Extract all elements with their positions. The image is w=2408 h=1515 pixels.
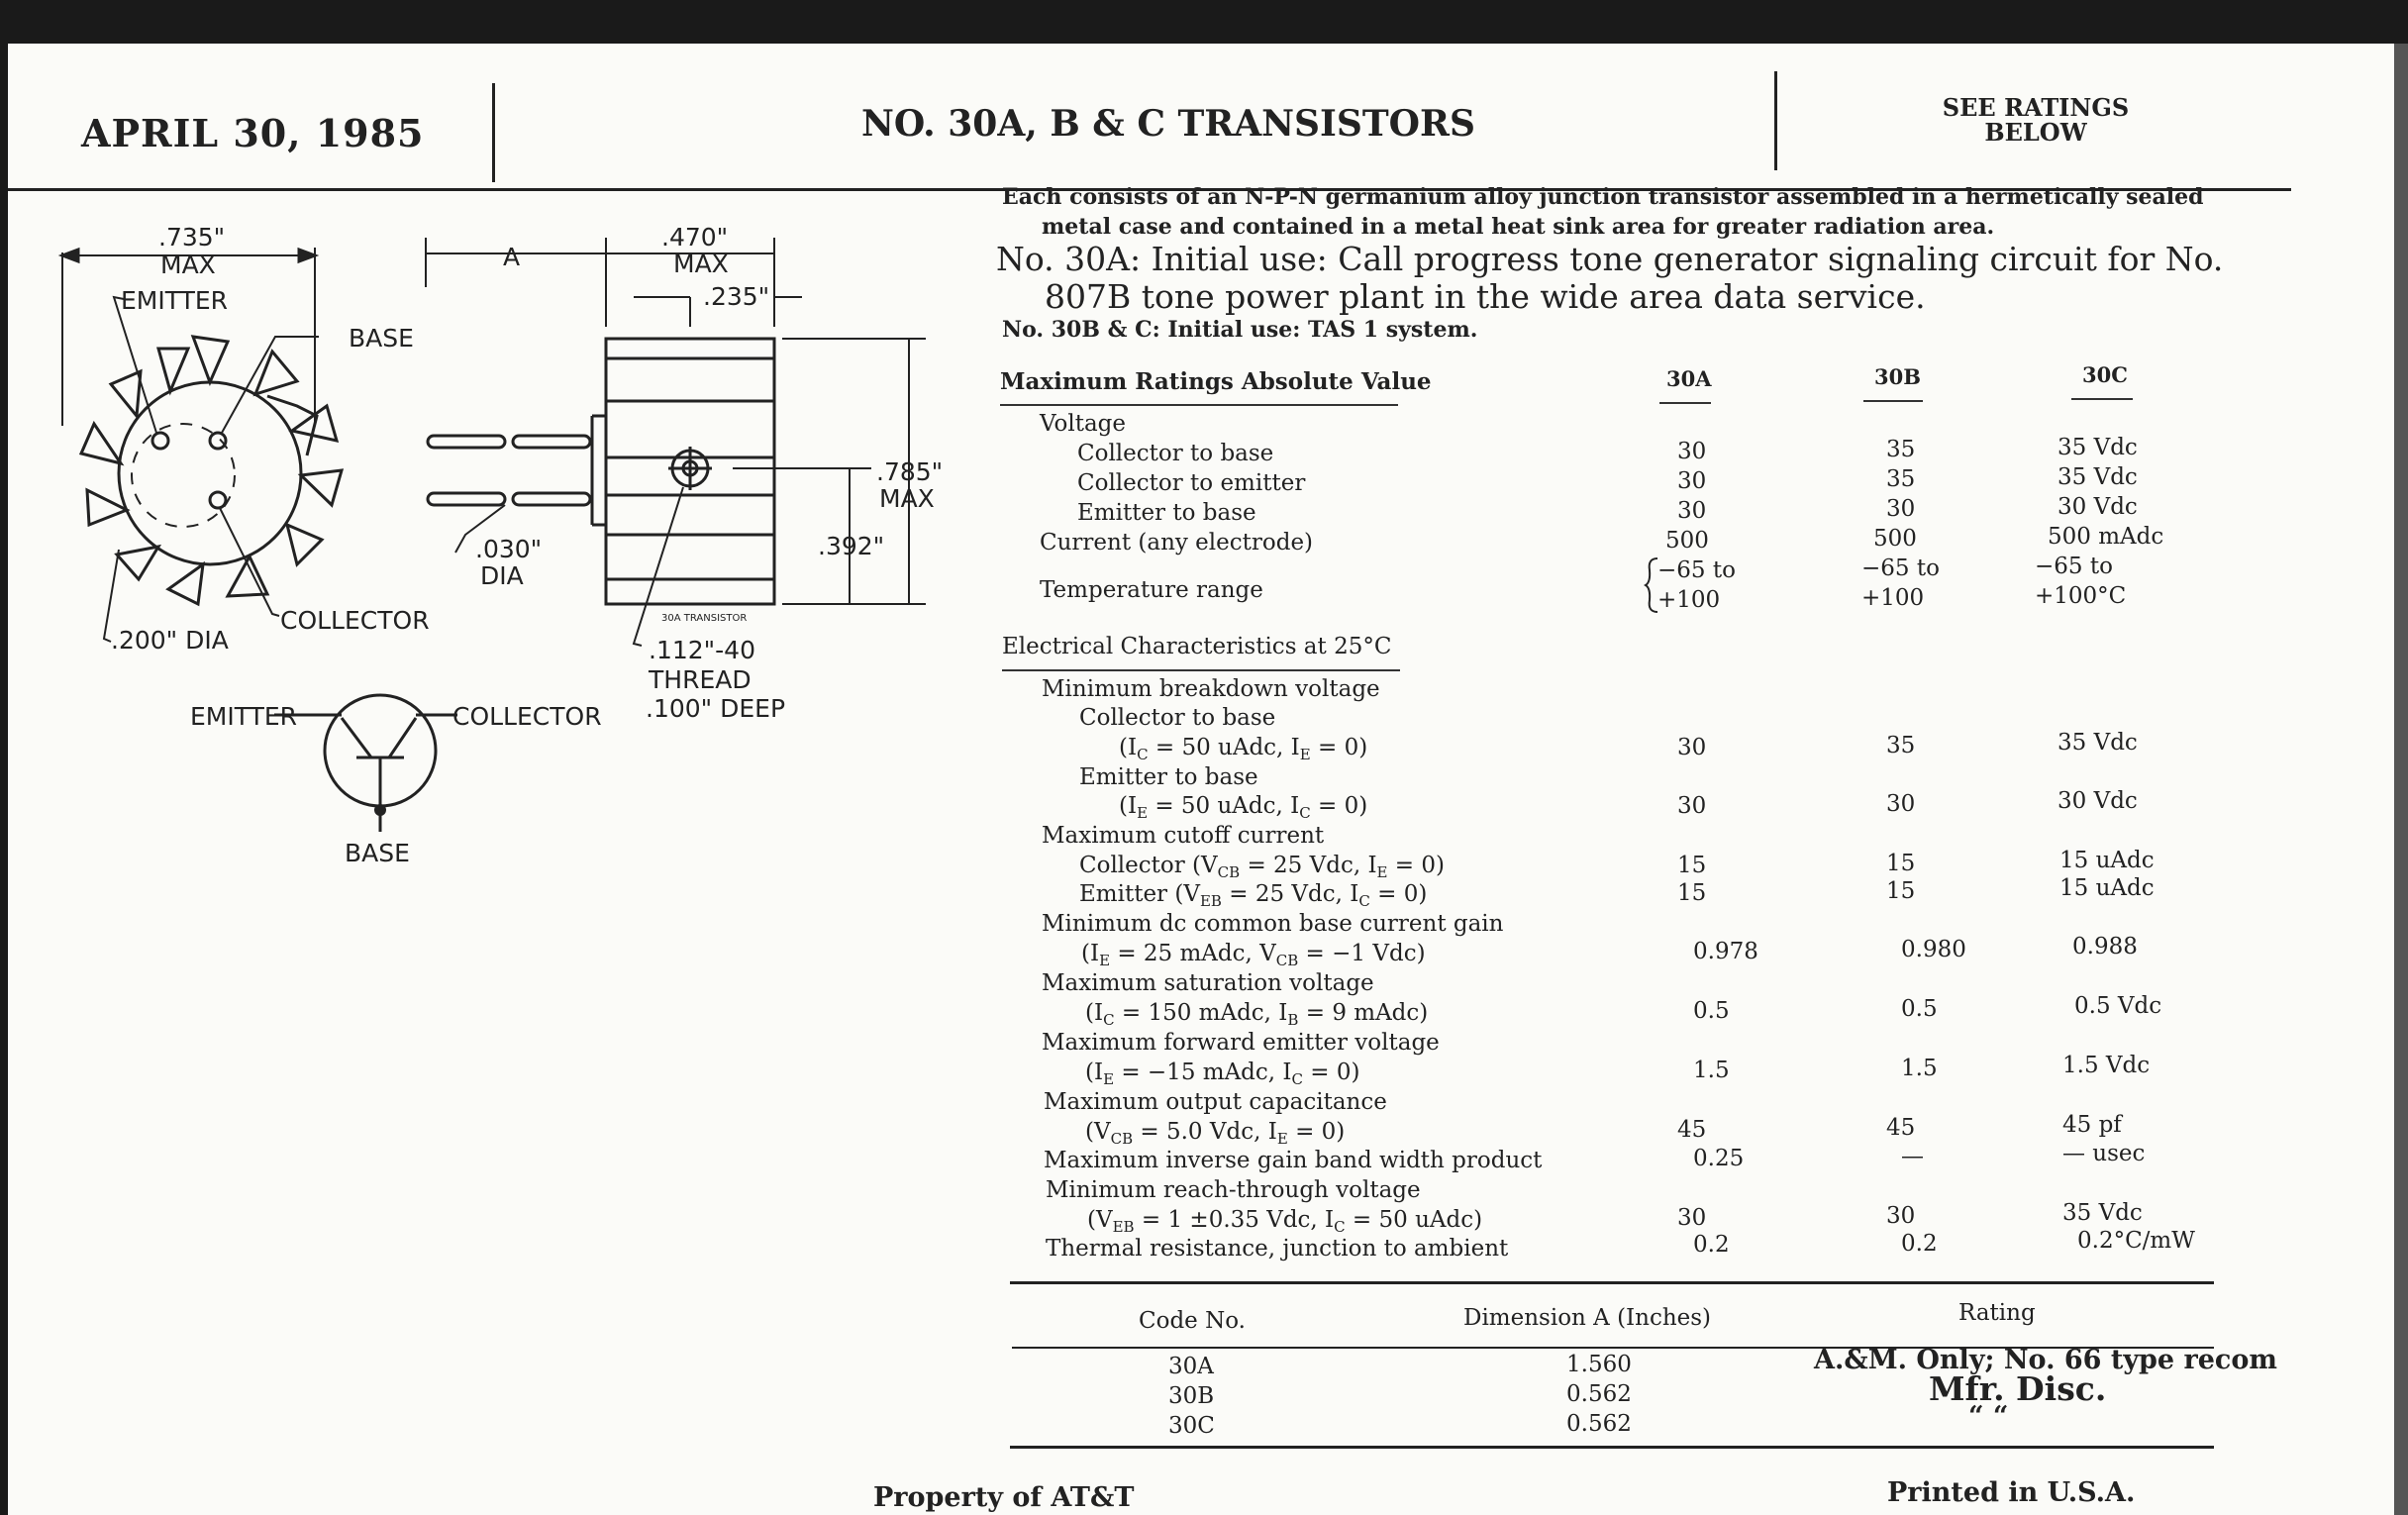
ratings-note-line2: BELOW	[1984, 118, 2087, 147]
reach-condition: ($V_{EB} = 1 \pm 0.35$ Vdc, $I_C = 50$ uAdc)	[1087, 1207, 1483, 1236]
temp-30a-min: −65 to	[1657, 557, 1736, 583]
thermal-30c: 0.2°C/mW	[2077, 1228, 2195, 1254]
voltage-label: Voltage	[1040, 411, 1126, 437]
gain-30c: 0.988	[2072, 934, 2138, 960]
ce-label: Collector to emitter	[1077, 470, 1306, 496]
label-dia: DIA	[480, 561, 524, 590]
ratings-note-line1: SEE RATINGS	[1942, 93, 2130, 122]
label-thread-2: THREAD	[649, 665, 752, 694]
code-row-2-rating: Mfr. Disc.	[1929, 1369, 2107, 1408]
code-header-rating: Rating	[1958, 1300, 2036, 1326]
footer-printed: Printed in U.S.A.	[1887, 1477, 2136, 1508]
temp-30b-min: −65 to	[1861, 556, 1940, 581]
ratings-note	[1899, 95, 2172, 145]
current-label: Current (any electrode)	[1040, 530, 1314, 556]
inv-30c: — usec	[2062, 1141, 2146, 1166]
use-30a-line-1: No. 30A: Initial use: Call progress tone generator signaling circuit for No.	[996, 240, 2224, 278]
col-header-30a: 30A	[1666, 366, 1712, 391]
gain-30b: 0.980	[1901, 937, 1966, 962]
current-30a: 500	[1665, 528, 1709, 554]
label-030: .030"	[475, 535, 543, 563]
code-row-3-dim: 0.562	[1566, 1411, 1632, 1437]
bd-cb-30c: 35 Vdc	[2057, 730, 2138, 756]
min-bd-label: Minimum breakdown voltage	[1042, 676, 1380, 702]
cut-em-30a: 15	[1677, 880, 1707, 906]
gain-30a: 0.978	[1693, 939, 1758, 964]
use-30a-line-2: 807B tone power plant in the wide area data service.	[1045, 277, 1926, 316]
ce-30c: 35 Vdc	[2057, 464, 2138, 490]
temp-30c-min: −65 to	[2035, 554, 2113, 579]
label-735: .735"	[158, 223, 226, 252]
eb-30a: 30	[1677, 498, 1707, 524]
sch-label-emitter: EMITTER	[190, 702, 298, 731]
code-table-bottom-rule	[1010, 1446, 2214, 1449]
code-row-2-dim: 0.562	[1566, 1381, 1632, 1407]
code-row-3-rating: “ “	[1968, 1401, 2009, 1432]
cb-30c: 35 Vdc	[2057, 435, 2138, 460]
label-470: .470"	[661, 223, 729, 252]
cut-col-30c: 15 uAdc	[2059, 848, 2155, 873]
cap-label: Maximum output capacitance	[1044, 1089, 1387, 1115]
temp-30c-max: +100°C	[2035, 583, 2127, 609]
thermal-30b: 0.2	[1901, 1231, 1938, 1257]
heat-sink-front-view	[81, 337, 342, 604]
label-200-dia: .200" DIA	[111, 626, 229, 655]
case-label: 30A TRANSISTOR	[661, 613, 748, 624]
bd-cb-30b: 35	[1886, 733, 1916, 758]
cap-condition: ($V_{CB} = 5.0$ Vdc, $I_E = 0$)	[1085, 1119, 1346, 1148]
bd-eb-30a: 30	[1677, 793, 1707, 819]
col-rule-30a	[1659, 402, 1711, 404]
cap-30a: 45	[1677, 1117, 1707, 1143]
sat-30a: 0.5	[1693, 998, 1730, 1024]
electrical-heading: Electrical Characteristics at 25°C	[1002, 634, 1392, 659]
col-header-30c: 30C	[2082, 362, 2128, 387]
label-max-2: MAX	[673, 250, 729, 278]
label-235: .235"	[703, 282, 770, 311]
cb-label: Collector to base	[1077, 441, 1274, 466]
reach-30c: 35 Vdc	[2062, 1200, 2143, 1226]
intro-line-1: Each consists of an N-P-N germanium alloy junction transistor assembled in a hermetically sealed	[1002, 184, 2204, 210]
bd-cb-condition: ($I_C = 50$ uAdc, $I_E = 0$)	[1119, 735, 1368, 763]
code-row-1-rating: A.&M. Only; No. 66 type recom	[1814, 1345, 2277, 1375]
label-dim-a: A	[503, 243, 521, 271]
cut-em-30b: 15	[1886, 878, 1916, 904]
code-header-dimension: Dimension A (Inches)	[1463, 1305, 1712, 1331]
gain-label: Minimum dc common base current gain	[1042, 911, 1504, 937]
thermal-30a: 0.2	[1693, 1232, 1730, 1258]
code-row-3-code: 30C	[1168, 1413, 1215, 1439]
header-divider-right	[1774, 71, 1777, 170]
sat-label: Maximum saturation voltage	[1042, 970, 1374, 996]
current-30b: 500	[1873, 526, 1917, 552]
ratings-heading-rule	[1000, 404, 1398, 406]
bd-cb-30a: 30	[1677, 735, 1707, 760]
code-row-2-code: 30B	[1168, 1383, 1215, 1409]
temp-30b-max: +100	[1861, 585, 1925, 611]
inv-30a: 0.25	[1693, 1146, 1745, 1171]
col-rule-30c	[2071, 398, 2133, 400]
code-row-1-dim: 1.560	[1566, 1352, 1632, 1377]
ratings-heading: Maximum Ratings Absolute Value	[1000, 368, 1432, 395]
reach-30b: 30	[1886, 1203, 1916, 1229]
bd-eb-30c: 30 Vdc	[2057, 788, 2138, 814]
cap-30b: 45	[1886, 1115, 1916, 1141]
cutoff-label: Maximum cutoff current	[1042, 823, 1325, 849]
fwd-30a: 1.5	[1693, 1058, 1730, 1083]
electrical-heading-rule	[1002, 669, 1400, 671]
inv-30b: —	[1901, 1144, 1924, 1169]
header-divider-left	[492, 83, 495, 182]
eb-label: Emitter to base	[1077, 500, 1256, 526]
fwd-30c: 1.5 Vdc	[2062, 1053, 2151, 1078]
col-rule-30b	[1863, 400, 1923, 402]
eb-30b: 30	[1886, 496, 1916, 522]
cut-col-30a: 15	[1677, 853, 1707, 878]
thermal-label: Thermal resistance, junction to ambient	[1046, 1236, 1509, 1262]
reach-label: Minimum reach-through voltage	[1046, 1177, 1421, 1203]
inv-label: Maximum inverse gain band width product	[1044, 1148, 1543, 1173]
intro-line-2: metal case and contained in a metal heat sink area for greater radiation area.	[1042, 214, 1995, 240]
sat-condition: ($I_C = 150$ mAdc, $I_B = 9$ mAdc)	[1085, 1000, 1429, 1029]
bd-cb-label: Collector to base	[1079, 705, 1276, 731]
cut-em-30c: 15 uAdc	[2059, 875, 2155, 901]
code-row-1-code: 30A	[1168, 1354, 1214, 1379]
bd-eb-30b: 30	[1886, 791, 1916, 817]
transistor-side-view	[592, 339, 774, 604]
eb-30c: 30 Vdc	[2057, 494, 2138, 520]
label-max-1: MAX	[160, 251, 216, 279]
cutoff-collector-condition: Collector ($V_{CB} = 25$ Vdc, $I_E = 0$)	[1079, 853, 1445, 881]
label-392: .392"	[818, 532, 885, 560]
sat-30b: 0.5	[1901, 996, 1938, 1022]
cap-30c: 45 pf	[2062, 1112, 2122, 1138]
use-30bc: No. 30B & C: Initial use: TAS 1 system.	[1002, 317, 1478, 343]
transistor-schematic-symbol	[274, 695, 457, 832]
label-785: .785"	[876, 457, 944, 486]
cut-col-30b: 15	[1886, 851, 1916, 876]
sch-label-base: BASE	[345, 839, 410, 867]
cutoff-emitter-condition: Emitter ($V_{EB} = 25$ Vdc, $I_C = 0$)	[1079, 881, 1428, 910]
ce-30a: 30	[1677, 468, 1707, 494]
footer-property: Property of AT&T	[873, 1482, 1135, 1513]
bd-eb-condition: ($I_E = 50$ uAdc, $I_C = 0$)	[1119, 793, 1368, 822]
cb-30b: 35	[1886, 437, 1916, 462]
fwd-label: Maximum forward emitter voltage	[1042, 1030, 1440, 1056]
gain-condition: ($I_E = 25$ mAdc, $V_{CB} = -1$ Vdc)	[1081, 941, 1426, 969]
sch-label-collector: COLLECTOR	[452, 702, 602, 731]
cb-30a: 30	[1677, 439, 1707, 464]
label-max-3: MAX	[879, 484, 935, 513]
label-thread-1: .112"-40	[649, 636, 755, 664]
label-base: BASE	[349, 324, 414, 353]
label-emitter: EMITTER	[121, 286, 229, 315]
current-30c: 500 mAdc	[2048, 524, 2164, 550]
col-header-30b: 30B	[1874, 364, 1921, 389]
mechanical-drawing	[40, 198, 944, 891]
temp-label: Temperature range	[1040, 577, 1263, 603]
label-thread-3: .100" DEEP	[646, 694, 786, 723]
code-table-top-rule	[1010, 1281, 2214, 1284]
code-header-code: Code No.	[1139, 1308, 1246, 1334]
label-collector: COLLECTOR	[280, 606, 430, 635]
temp-30a-max: +100	[1657, 587, 1721, 613]
ce-30b: 35	[1886, 466, 1916, 492]
document-title: NO. 30A, B & C TRANSISTORS	[861, 103, 1475, 145]
reach-30a: 30	[1677, 1205, 1707, 1231]
fwd-30b: 1.5	[1901, 1056, 1938, 1081]
sat-30c: 0.5 Vdc	[2074, 993, 2162, 1019]
bd-eb-label: Emitter to base	[1079, 764, 1258, 790]
fwd-condition: ($I_E = -15$ mAdc, $I_C = 0$)	[1085, 1060, 1360, 1088]
document-date: APRIL 30, 1985	[81, 111, 425, 155]
scan-edge	[2394, 44, 2408, 1515]
